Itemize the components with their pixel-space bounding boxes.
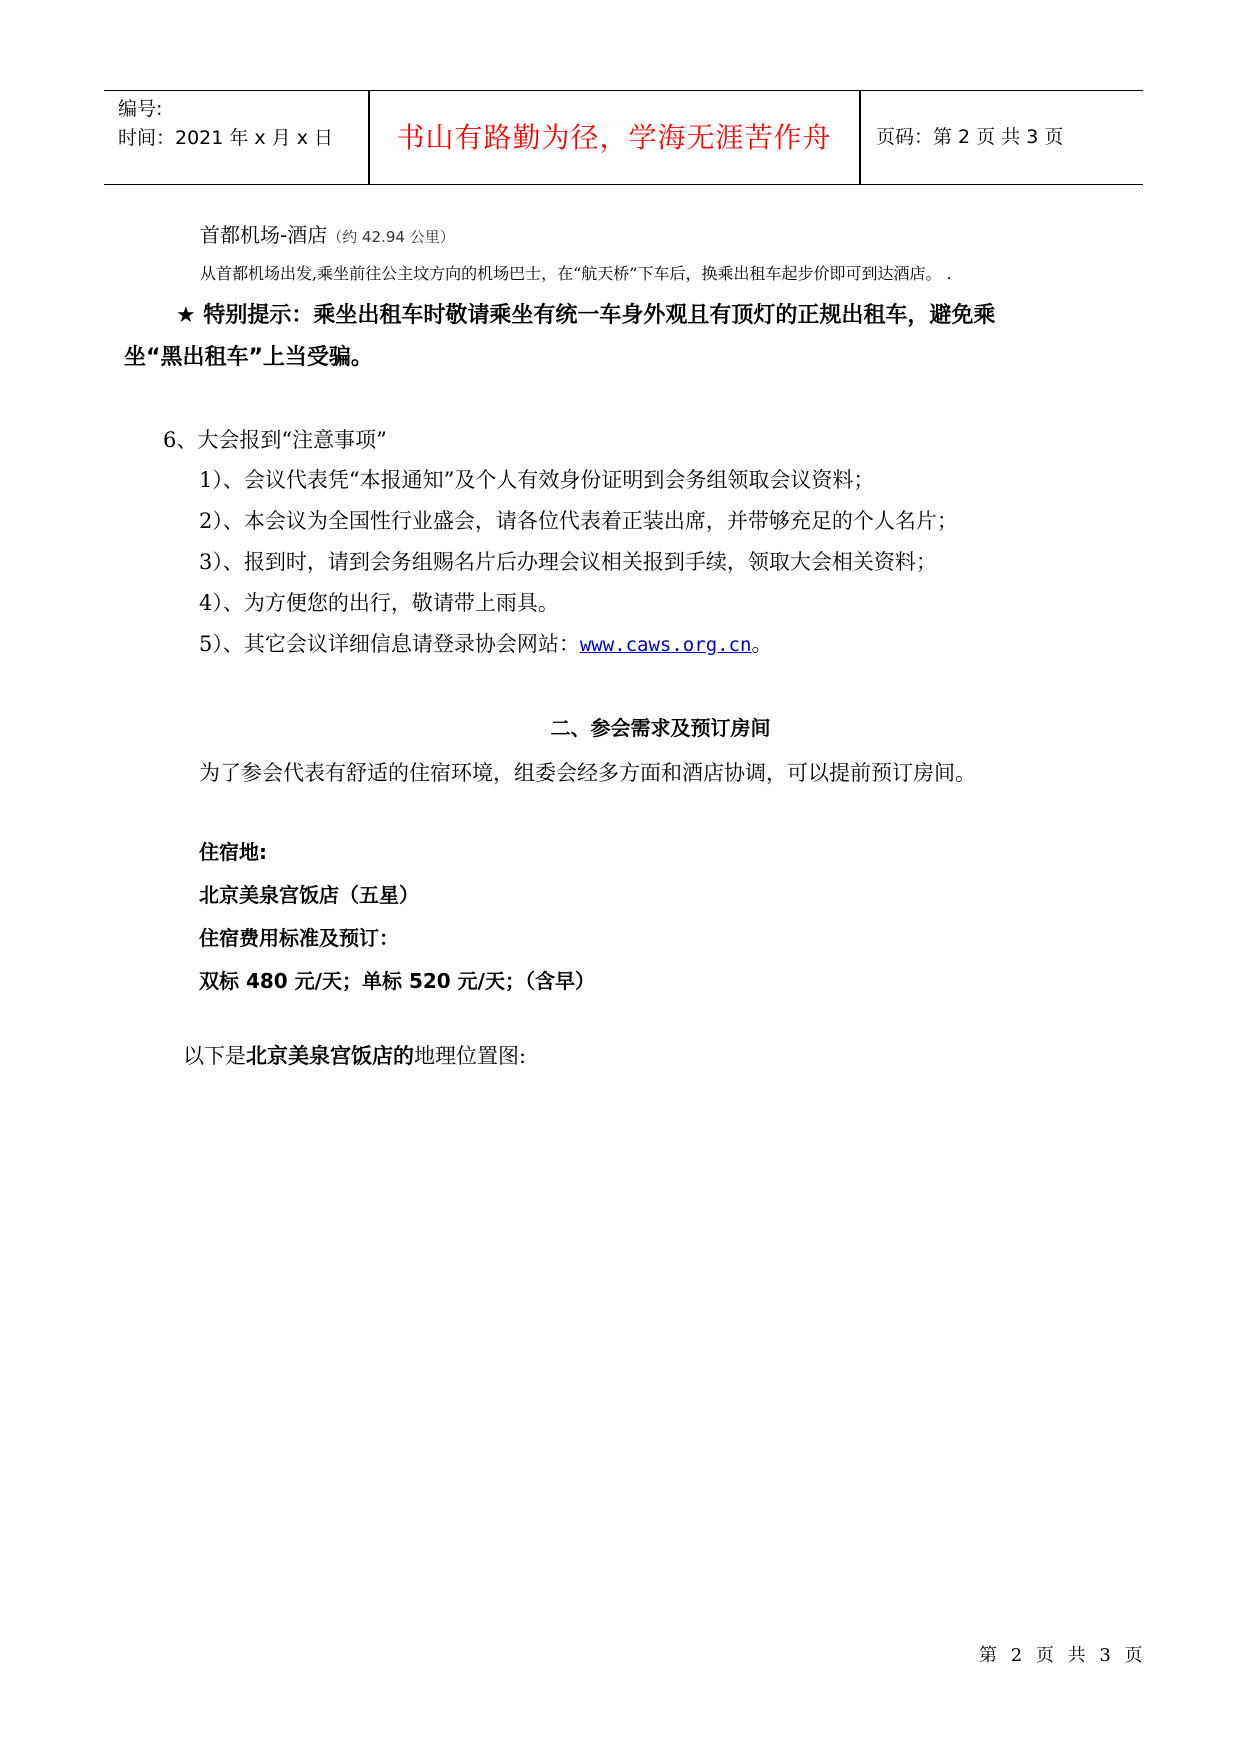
section-6-title: 6、大会报到“注意事项” — [163, 428, 387, 452]
notice-line-2: 坐“黑出租车”上当受骗。 — [124, 345, 373, 370]
header-page-info: 页码：第 2 页 共 3 页 — [876, 126, 1064, 148]
fee-heading: 住宿费用标准及预订： — [199, 926, 399, 950]
header-motto: 书山有路勤为径，学海无涯苦作舟 — [396, 121, 832, 154]
route-name: 首都机场-酒店 — [200, 223, 328, 247]
notice-line-1: 特别提示：乘坐出租车时敬请乘坐有统一车身外观且有顶灯的正规出租车，避免乘 — [195, 303, 996, 328]
list-item: 4）、为方便您的出行，敬请带上雨具。 — [199, 591, 559, 615]
page-footer: 第 2 页 共 3 页 — [979, 1645, 1147, 1666]
document-header — [104, 90, 1143, 185]
list-item: 1）、会议代表凭“本报通知”及个人有效身份证明到会务组领取会议资料； — [199, 468, 875, 492]
item-5-suffix: 。 — [751, 632, 773, 656]
map-caption-suffix: 地理位置图: — [414, 1044, 527, 1068]
map-caption-hotel: 北京美泉宫饭店的 — [246, 1044, 414, 1068]
route-description: 从首都机场出发,乘坐前往公主坟方向的机场巴士，在“航天桥”下车后，换乘出租车起步价即可到达酒店。 . — [200, 264, 952, 283]
route-distance: （约 42.94 公里） — [327, 228, 455, 246]
route-title — [200, 219, 455, 248]
header-date: 时间：2021 年 x 月 x 日 — [118, 127, 334, 149]
map-caption-prefix: 以下是 — [183, 1044, 246, 1068]
star-icon: ★ — [176, 303, 196, 328]
lodging-heading: 住宿地: — [199, 840, 267, 864]
fee-details: 双标 480 元/天；单标 520 元/天；（含早） — [199, 969, 595, 993]
header-divider — [859, 91, 861, 184]
map-caption — [183, 1040, 526, 1070]
header-divider — [368, 91, 370, 184]
section-2-title: 二、参会需求及预订房间 — [550, 716, 771, 740]
special-notice — [176, 298, 995, 329]
list-item: 3）、报到时，请到会务组赐名片后办理会议相关报到手续，领取大会相关资料； — [199, 550, 937, 574]
serial-number: 编号: — [118, 98, 163, 120]
list-item — [199, 628, 772, 658]
header-meta — [118, 95, 333, 153]
website-link[interactable]: www.caws.org.cn — [579, 634, 752, 656]
item-5-text: 5）、其它会议详细信息请登录协会网站： — [199, 632, 580, 656]
list-item: 2）、本会议为全国性行业盛会，请各位代表着正装出席，并带够充足的个人名片； — [199, 509, 958, 533]
hotel-name: 北京美泉宫饭店（五星） — [199, 883, 419, 907]
section-2-intro: 为了参会代表有舒适的住宿环境，组委会经多方面和酒店协调，可以提前预订房间。 — [199, 761, 976, 785]
